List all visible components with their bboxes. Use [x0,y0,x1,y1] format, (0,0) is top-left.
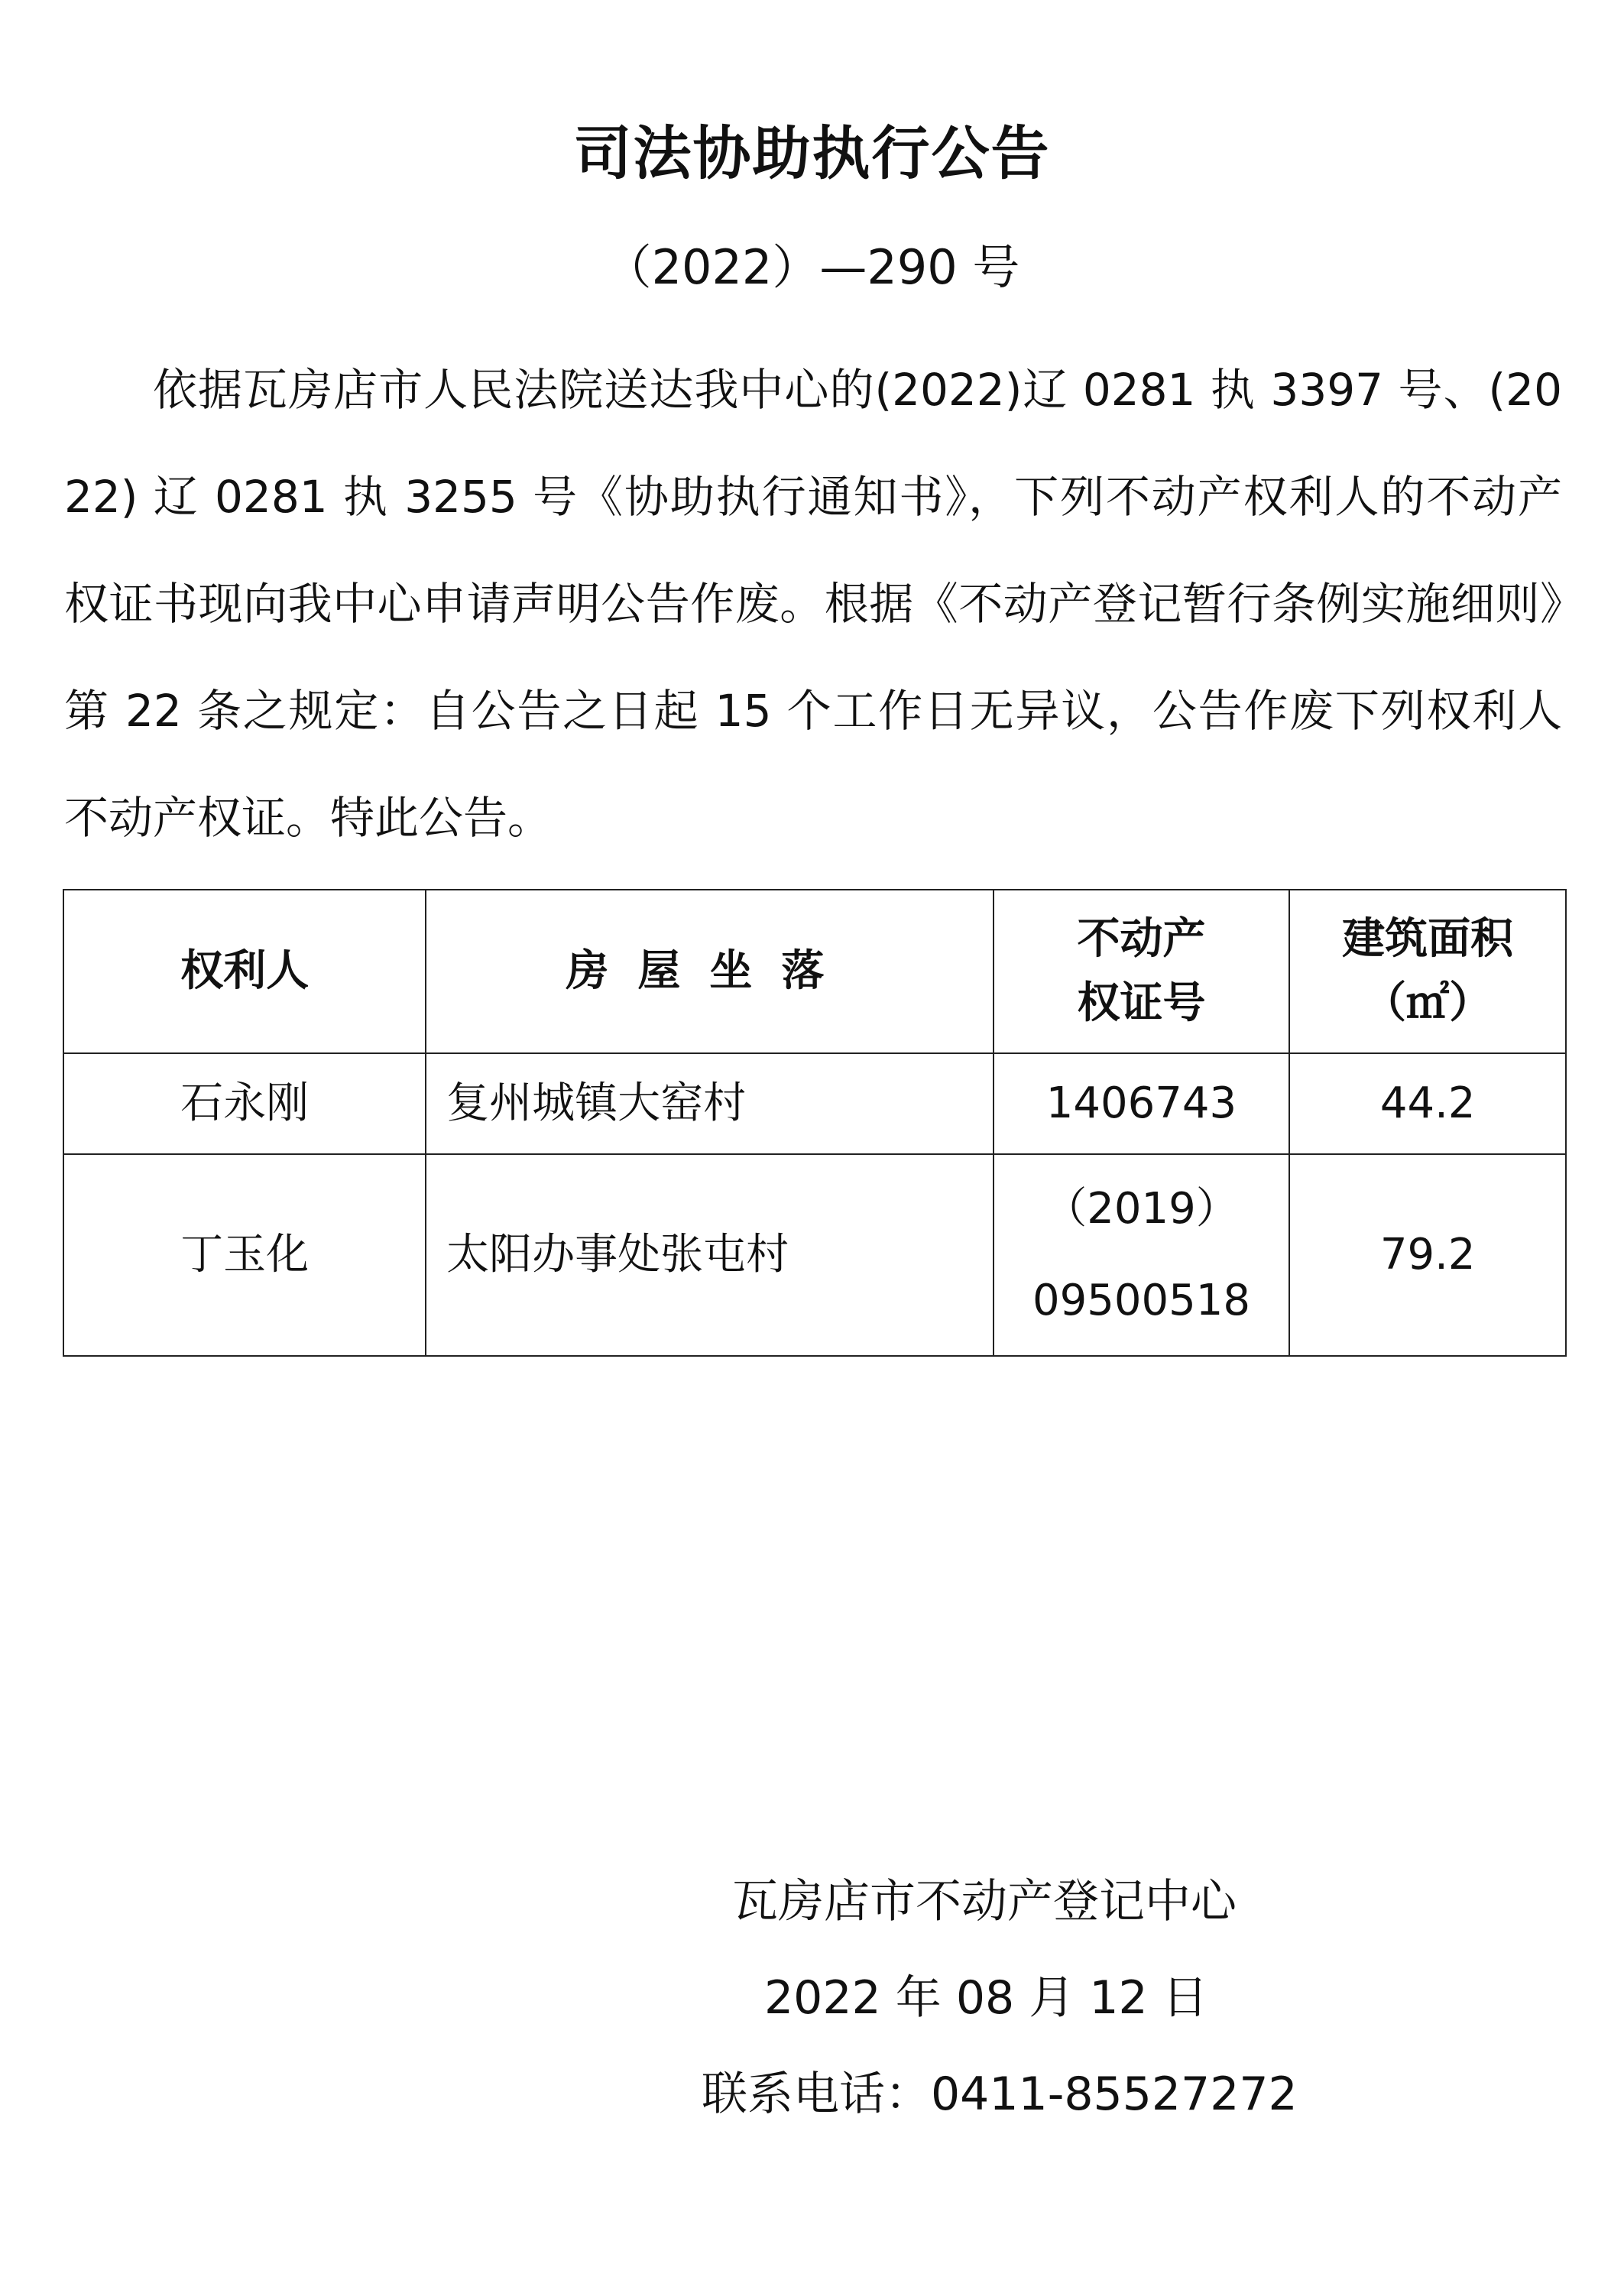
column-header-certificate [994,890,1290,1053]
property-certificate-table [63,889,1567,1357]
certificate-cell-line2: 09500518 [1032,1276,1250,1325]
certificate-cell: 1406743 [994,1053,1290,1154]
table-row [63,1154,1566,1356]
issue-date: 2022 年 08 月 12 日 [764,1971,1208,2025]
certificate-cell-line1: （2019） [1044,1184,1239,1234]
notice-title: 司法协助执行公告 [573,119,1051,187]
column-header-holder: 权利人 [63,890,426,1053]
holder-cell: 丁玉化 [63,1154,426,1356]
column-header-certificate-line1: 不动产 [1077,914,1206,964]
issuing-organization: 瓦房店市不动产登记中心 [732,1875,1237,1928]
notice-body-paragraph: 依据瓦房店市人民法院送达我中心的(2022)辽 0281 执 3397 号、(2022) 辽 0281 执 3255 号《协助执行通知书》，下列不动产权利人的不动产权证书现向我中心申请声明公告作废。根据《不动产登记暂行条例实施细则》第 22 条之规定：自公告之日起 15 个工作日无异议，公告作废下列权利人不动产权证。特此公告。 [64,364,1562,844]
certificate-cell [994,1154,1290,1356]
contact-phone: 联系电话：0411-85527272 [702,2068,1298,2121]
table-header-row [63,890,1566,1053]
column-header-location: 房屋坐落 [426,890,993,1053]
location-cell: 复州城镇大窑村 [426,1053,993,1154]
location-cell: 太阳办事处张屯村 [426,1154,993,1356]
column-header-area-line2: （㎡） [1363,978,1493,1028]
area-cell: 79.2 [1289,1154,1566,1356]
column-header-area-line1: 建筑面积 [1342,914,1514,964]
column-header-certificate-line2: 权证号 [1077,978,1206,1028]
holder-cell: 石永刚 [63,1053,426,1154]
table-row [63,1053,1566,1154]
document-number: （2022）—290 号 [604,239,1020,295]
column-header-area [1289,890,1566,1053]
area-cell: 44.2 [1289,1053,1566,1154]
